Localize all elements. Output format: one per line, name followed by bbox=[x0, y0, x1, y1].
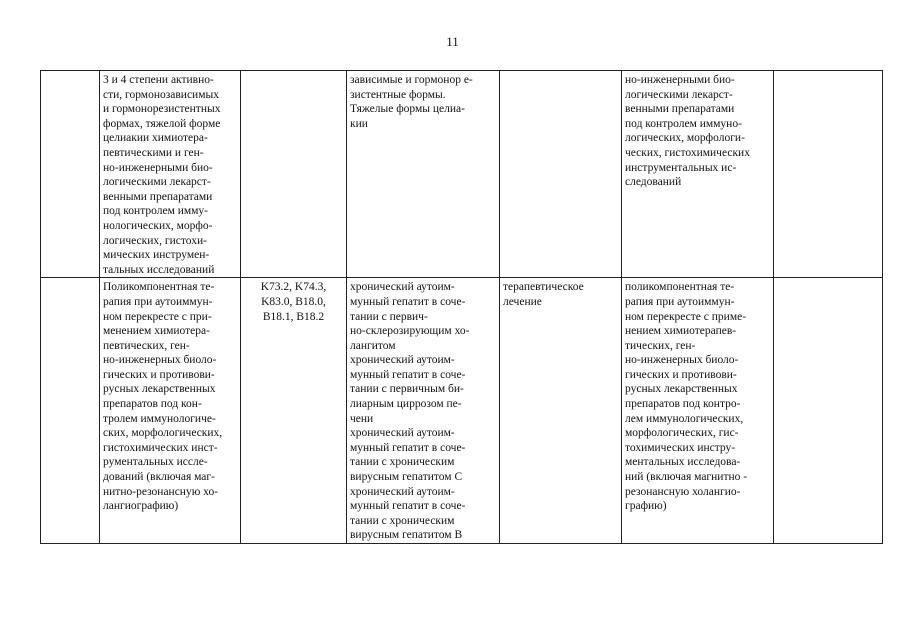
text-line: но-склерозирующим хо- bbox=[350, 325, 470, 338]
text-line: следований bbox=[625, 176, 682, 189]
text-line: рапия при аутоиммун- bbox=[103, 295, 213, 308]
text-line: вирусным гепатитом B bbox=[350, 529, 463, 542]
text-line: мунный гепатит в соче- bbox=[350, 295, 466, 308]
text-line: тании с хроническим bbox=[350, 456, 455, 469]
text-line: резонансную холангио- bbox=[625, 485, 741, 498]
text-line: Тяжелые формы целиа- bbox=[350, 103, 465, 116]
text-line: хронический аутоим- bbox=[350, 281, 455, 294]
text-line: препаратов под контро- bbox=[625, 398, 741, 411]
text-line: рументальных иссле- bbox=[103, 456, 208, 469]
text-line: тании с первич- bbox=[350, 310, 428, 323]
cell-patient-model bbox=[347, 278, 500, 544]
text-line: но-инженерных биоло- bbox=[625, 354, 739, 367]
text-line: но-инженерных биоло- bbox=[103, 354, 217, 367]
cell-method-description bbox=[622, 71, 774, 278]
text-line: лиарным циррозом пе- bbox=[350, 398, 462, 411]
text-line: под контролем имму- bbox=[103, 205, 209, 218]
text-line: лем иммунологических, bbox=[625, 412, 744, 425]
text-line: вирусным гепатитом C bbox=[350, 471, 463, 484]
cell-treatment-method bbox=[100, 71, 241, 278]
text-line: ном перекресте с приме- bbox=[625, 310, 747, 323]
text-line: но-инженерными био- bbox=[625, 74, 735, 86]
cell-text bbox=[350, 280, 496, 543]
cell-text bbox=[103, 280, 237, 514]
page-number: 11 bbox=[446, 34, 459, 49]
cell-text bbox=[350, 73, 496, 131]
table-row bbox=[41, 278, 883, 544]
text-line: зависимые и гормонор е- bbox=[350, 74, 473, 86]
cell-treatment-type bbox=[500, 278, 622, 544]
text-line: русных лекарственных bbox=[625, 383, 738, 396]
text-line: K73.2, K74.3, bbox=[260, 281, 327, 294]
text-line: ческих, гистохимических bbox=[625, 146, 750, 159]
text-line: логических, морфологи- bbox=[625, 132, 745, 145]
text-line: нологических, морфо- bbox=[103, 219, 213, 232]
text-line: хронический аутоим- bbox=[350, 354, 455, 367]
text-line: кии bbox=[350, 117, 368, 130]
document-table bbox=[40, 70, 883, 544]
text-line: формах, тяжелой форме bbox=[103, 117, 221, 130]
text-line: B18.1, B18.2 bbox=[262, 310, 325, 323]
text-line: тических, ген- bbox=[625, 339, 696, 352]
text-line: графию) bbox=[625, 500, 667, 513]
text-line: дований (включая маг- bbox=[103, 471, 215, 484]
text-line: лечение bbox=[503, 295, 542, 308]
cell-text bbox=[244, 280, 343, 324]
cell-treatment-method bbox=[100, 278, 241, 544]
cell-number bbox=[41, 278, 100, 544]
cell-text bbox=[625, 280, 770, 514]
text-line: русных лекарственных bbox=[103, 383, 216, 396]
text-line: тании с первичным би- bbox=[350, 383, 464, 396]
text-line: препаратов под кон- bbox=[103, 398, 202, 411]
text-line: тохимических инстру- bbox=[625, 441, 736, 454]
text-line: тальных исследований bbox=[103, 263, 215, 276]
text-line: под контролем иммуно- bbox=[625, 117, 742, 130]
text-line: певтических, ген- bbox=[103, 339, 190, 352]
text-line: рапия при аутоиммун- bbox=[625, 295, 735, 308]
text-line: ментальных исследова- bbox=[625, 456, 741, 469]
cell-text bbox=[503, 280, 618, 309]
text-line: венными препаратами bbox=[103, 190, 213, 203]
text-line: логическими лекарст- bbox=[103, 176, 211, 189]
text-line: гических и противови- bbox=[625, 368, 737, 381]
cell-method-description bbox=[622, 278, 774, 544]
cell-icd-codes bbox=[241, 278, 347, 544]
text-line: Поликомпонентная те- bbox=[103, 281, 215, 294]
text-line: мических инструмен- bbox=[103, 249, 210, 262]
text-line: 3 и 4 степени активно- bbox=[103, 74, 214, 86]
text-line: гистохимических инст- bbox=[103, 441, 218, 454]
text-line: морфологических, гис- bbox=[625, 427, 739, 440]
text-line: тании с хроническим bbox=[350, 514, 455, 527]
text-line: хронический аутоим- bbox=[350, 427, 455, 440]
text-line: терапевтическое bbox=[503, 281, 584, 294]
cell-treatment-type bbox=[500, 71, 622, 278]
text-line: логических, гистохи- bbox=[103, 234, 207, 247]
text-line: логическими лекарст- bbox=[625, 88, 733, 101]
text-line: лангиографию) bbox=[103, 500, 179, 513]
cell-text bbox=[625, 73, 770, 190]
cell-text bbox=[103, 73, 237, 277]
text-line: чени bbox=[350, 412, 374, 425]
text-line: менением химиотера- bbox=[103, 325, 210, 338]
text-line: мунный гепатит в соче- bbox=[350, 500, 466, 513]
text-line: мунный гепатит в соче- bbox=[350, 441, 466, 454]
text-line: лангитом bbox=[350, 339, 396, 352]
text-line: венными препаратами bbox=[625, 103, 735, 116]
cell-patient-model bbox=[347, 71, 500, 278]
text-line: ном перекресте с при- bbox=[103, 310, 212, 323]
text-line: инструментальных ис- bbox=[625, 161, 737, 174]
text-line: K83.0, B18.0, bbox=[261, 295, 326, 308]
cell-cost bbox=[774, 71, 883, 278]
text-line: нением химиотерапев- bbox=[625, 325, 737, 338]
cell-number bbox=[41, 71, 100, 278]
table-row bbox=[41, 71, 883, 278]
cell-cost bbox=[774, 278, 883, 544]
text-line: хронический аутоим- bbox=[350, 485, 455, 498]
text-line: поликомпонентная те- bbox=[625, 281, 735, 294]
text-line: певтическими и ген- bbox=[103, 146, 204, 159]
text-line: и гормонорезистентных bbox=[103, 103, 221, 116]
text-line: мунный гепатит в соче- bbox=[350, 368, 466, 381]
text-line: тролем иммунологиче- bbox=[103, 412, 216, 425]
text-line: ских, морфологических, bbox=[103, 427, 223, 440]
text-line: зистентные формы. bbox=[350, 88, 446, 101]
text-line: сти, гормонозависимых bbox=[103, 88, 219, 101]
text-line: гических и противови- bbox=[103, 368, 215, 381]
text-line: нитно-резонансную хо- bbox=[103, 485, 219, 498]
text-line: целиакии химиотера- bbox=[103, 132, 208, 145]
text-line: но-инженерными био- bbox=[103, 161, 213, 174]
text-line: ний (включая магнитно - bbox=[625, 471, 748, 484]
cell-icd-codes bbox=[241, 71, 347, 278]
